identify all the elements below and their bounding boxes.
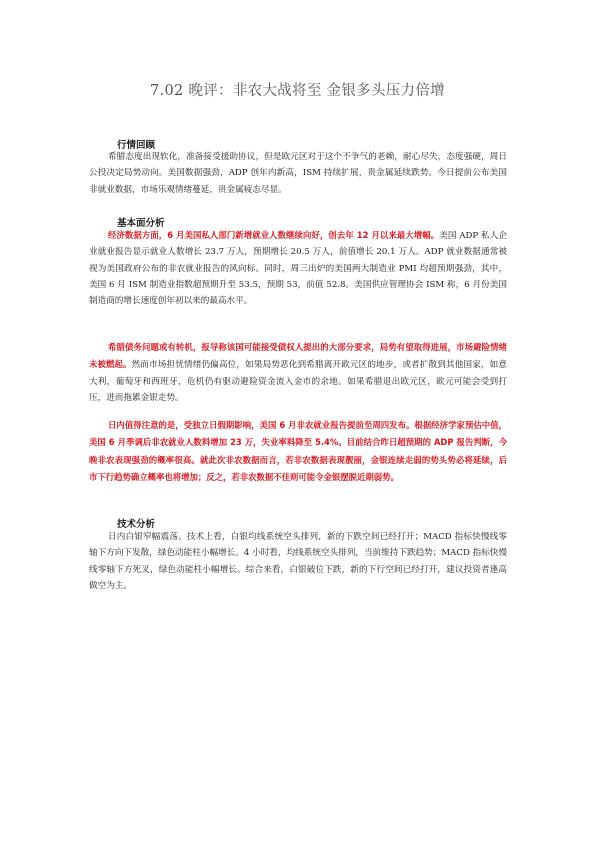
fundamental-p2-highlight: 希腊债务问题或有转机，报导称该国可能接受债权人提出的大部分要求，局势有望取得进展，市场避险情绪未被燃起。 bbox=[89, 342, 507, 370]
fundamental-p3-highlight: 日内值得注意的是，受独立日假期影响，美国 6 月非农就业报告提前至周四发布。根据经济学家预估中值，美国 6 月季调后非农就业人数料增加 23 万，失业率料降至 5.4%。目前结合昨日超预期的 ADP 报告判断，今晚非农表现强劲的概率很高。就此次非农数据而言，若非农数据表现靓丽，金银连续走弱的势头势必将延续，后市下行趋势确立概率也将增加；反之，若非农数据不佳则可能令金银摆脱近期弱势。 bbox=[89, 420, 507, 482]
fundamental-p1-body: 美国 ADP 私人企业就业报告显示就业人数增长 23.7 万人，预期增长 20.5 万人，前值增长 20.1 万人。ADP 就业数据通常被视为美国政府公布的非农就业报告的风向标。同时，周三出炉的美国两大制造业 PMI 均超预期强劲，其中，美国 6 月 ISM 制造业指数超预期升至 53.5，预期 53，前值 52.8。美国供应管理协会 ISM 称，6 月份美国制造商的增长速度创年初以来的最高水平。 bbox=[89, 231, 507, 307]
section-heading-technical: 技术分析 bbox=[117, 519, 156, 530]
section-heading-review: 行情回顾 bbox=[117, 140, 156, 151]
fundamental-paragraph-1 bbox=[89, 227, 507, 309]
fundamental-paragraph-3 bbox=[89, 417, 507, 486]
review-paragraph: 希腊态度出现软化，准备接受援助协议，但是欧元区对于这个不争气的老赖，耐心尽失，态度强硬，周日公投决定局势动向。美国数据强劲，ADP 创年内新高，ISM 持续扩展，贵金属延续跌势。今日提前公布美国非就业数据，市场乐观情绪蔓延，贵金属疲态尽显。 bbox=[89, 152, 507, 195]
fundamental-p1-highlight: 经济数据方面，6 月美国私人部门新增就业人数继续向好，创去年 12 月以来最大增幅。 bbox=[108, 230, 440, 240]
document-title: 7.02 晚评：非农大战将至 金银多头压力倍增 bbox=[150, 83, 445, 99]
section-heading-fundamental: 基本面分析 bbox=[117, 218, 165, 229]
fundamental-paragraph-2 bbox=[89, 339, 507, 406]
fundamental-p2-body: 然而市场担忧情绪仍偏高位，如果局势恶化到希腊离开欧元区的地步，或者扩散到其他国家，如意大利，葡萄牙和西班牙，危机仍有驱动避险资金流入金市的余地。如果希腊退出欧元区，欧元可能会受到打压，进而拖累金银走势。 bbox=[89, 360, 507, 403]
technical-paragraph: 日内白银窄幅震荡。技术上看，白银均线系统空头排列，新的下跌空间已经打开；MACD 指标快慢线零轴下方向下发散，绿色动能柱小幅增长。4 小时看，均线系统空头排列，当前维持下跌趋势；MACD 指标快慢线零轴下方死叉，绿色动能柱小幅增长。综合来看，白银破位下跌，新的下行空间已经打开，建议投资者逢高做空为主。 bbox=[89, 532, 507, 591]
